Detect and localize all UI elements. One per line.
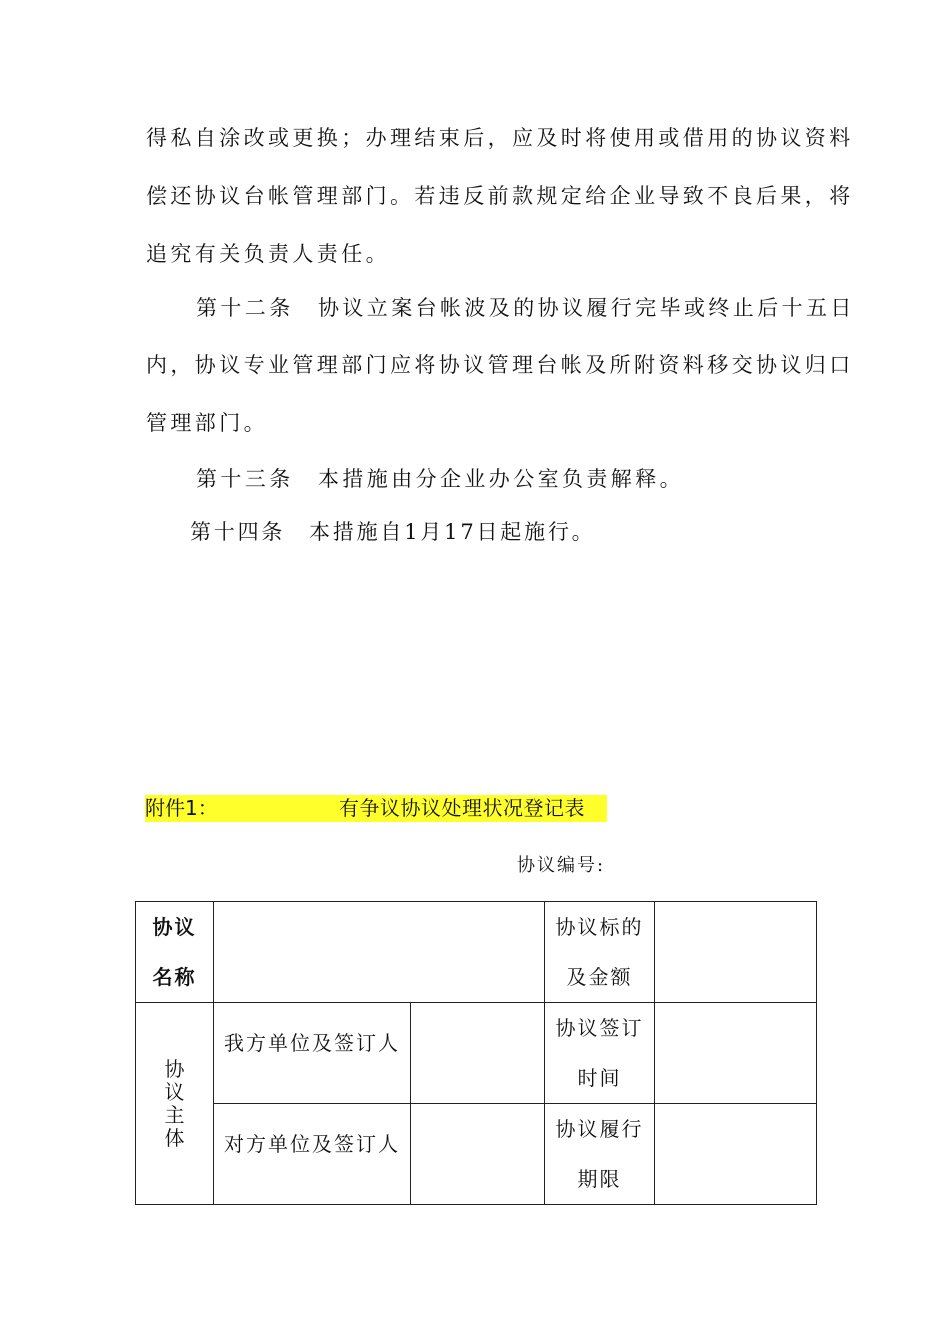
- sign-time-value[interactable]: [655, 1003, 817, 1104]
- table-row: [136, 1003, 817, 1104]
- body-line-3: 追究有关负责人责任。: [146, 242, 390, 266]
- body-line-5: 内，协议专业管理部门应将协议管理台帐及所附资料移交协议归口: [146, 353, 854, 377]
- subject-amount-value[interactable]: [655, 902, 817, 1003]
- sign-time-line-2: 时间: [577, 1066, 622, 1090]
- sign-time-line-1: 协议签订: [555, 1016, 644, 1040]
- attachment-heading: [145, 795, 607, 822]
- our-party-label: 我方单位及签订人: [214, 1003, 411, 1104]
- subject-amount-line-1: 协议标的: [555, 915, 644, 939]
- body-line-1: 得私自涂改或更换；办理结束后，应及时将使用或借用的协议资料: [146, 126, 854, 150]
- dispute-register-table: [135, 901, 817, 1205]
- contract-number-label: 协议编号:: [517, 855, 606, 876]
- their-party-value[interactable]: [411, 1104, 545, 1205]
- article-12: 第十二条 协议立案台帐波及的协议履行完毕或终止后十五日: [196, 296, 855, 320]
- attachment-title: 有争议协议处理状况登记表: [339, 796, 585, 820]
- article-13: 第十三条 本措施由分企业办公室负责解释。: [196, 467, 684, 491]
- perform-period-value[interactable]: [655, 1104, 817, 1205]
- perform-period-header: [545, 1104, 655, 1205]
- body-line-2: 偿还协议台帐管理部门。若违反前款规定给企业导致不良后果，将: [146, 184, 854, 208]
- attachment-label: 附件1：: [145, 796, 218, 820]
- contract-name-value[interactable]: [214, 902, 545, 1003]
- body-line-6: 管理部门。: [146, 411, 268, 435]
- perform-period-line-2: 期限: [577, 1167, 622, 1191]
- contract-name-header: [136, 902, 214, 1003]
- sign-time-header: [545, 1003, 655, 1104]
- their-party-label: 对方单位及签订人: [214, 1104, 411, 1205]
- contract-name-line-2: 名称: [152, 965, 197, 989]
- table-row: [136, 902, 817, 1003]
- contract-subject-header: [136, 1003, 214, 1205]
- contract-subject-label: 协议主体: [164, 1056, 185, 1150]
- our-party-value[interactable]: [411, 1003, 545, 1104]
- subject-amount-header: [545, 902, 655, 1003]
- contract-name-line-1: 协议: [152, 915, 197, 939]
- table-row: [136, 1104, 817, 1205]
- perform-period-line-1: 协议履行: [555, 1117, 644, 1141]
- subject-amount-line-2: 及金额: [566, 965, 633, 989]
- article-14: 第十四条 本措施自1月17日起施行。: [190, 520, 596, 544]
